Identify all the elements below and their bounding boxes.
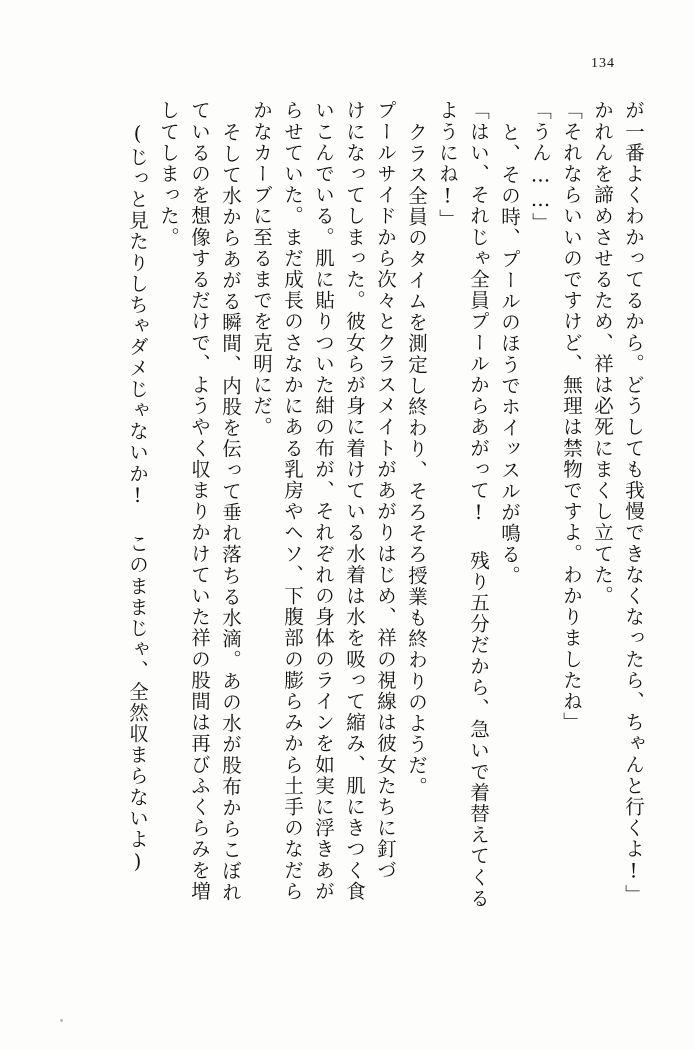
text-column: 「はい、それじゃ全員プールからあがって! 残り五分だから、急いで着替えてくる — [467, 100, 490, 909]
text-column: 「うん……」 — [529, 100, 552, 234]
text-column: ているのを想像するだけで、ようやく収まりかけていた祥の股間は再びふくらみを増 — [188, 100, 211, 902]
text-column: そして水からあがる瞬間、内股を伝って垂れ落ちる水滴。あの水が股布からこぼれ — [219, 122, 242, 903]
text-column: ようにね!」 — [436, 100, 459, 231]
page-number: 134 — [591, 56, 615, 71]
text-column: (じっと見たりしちゃダメじゃないか! このままじゃ、全然収まらないよ) — [126, 122, 149, 875]
text-column: 「それならいいのですけど、無理は禁物ですよ。わかりましたね」 — [560, 100, 583, 733]
text-column: が一番よくわかってるから。どうしても我慢できなくなったら、ちゃんと行くよ!」 — [622, 100, 645, 906]
text-column: クラス全員のタイムを測定し終わり、そろそろ授業も終わりのようだ。 — [405, 122, 428, 798]
page-speck — [60, 1019, 63, 1022]
text-column: と、その時、プールのほうでホイッスルが鳴る。 — [498, 122, 521, 587]
vertical-text-body — [52, 100, 643, 990]
text-column: かれんを諦めさせるため、祥は必死にまくし立てた。 — [591, 100, 614, 607]
text-column: プールサイドから次々とクラスメイトがあがりはじめ、祥の視線は彼女たちに釘づ — [374, 100, 397, 881]
text-column: いこんでいる。肌に貼りついた紺の布が、それぞれの身体のラインを如実に浮きあが — [312, 100, 335, 902]
text-column: らせていた。まだ成長のさなかにある乳房やヘソ、下腹部の膨らみから土手のなだら — [281, 100, 304, 902]
text-column: してしまった。 — [157, 100, 180, 248]
text-column: かなカーブに至るまでを克明にだ。 — [250, 100, 273, 438]
text-column: けになってしまった。彼女らが身に着けている水着は水を吸って縮み、肌にきつく食 — [343, 100, 366, 902]
